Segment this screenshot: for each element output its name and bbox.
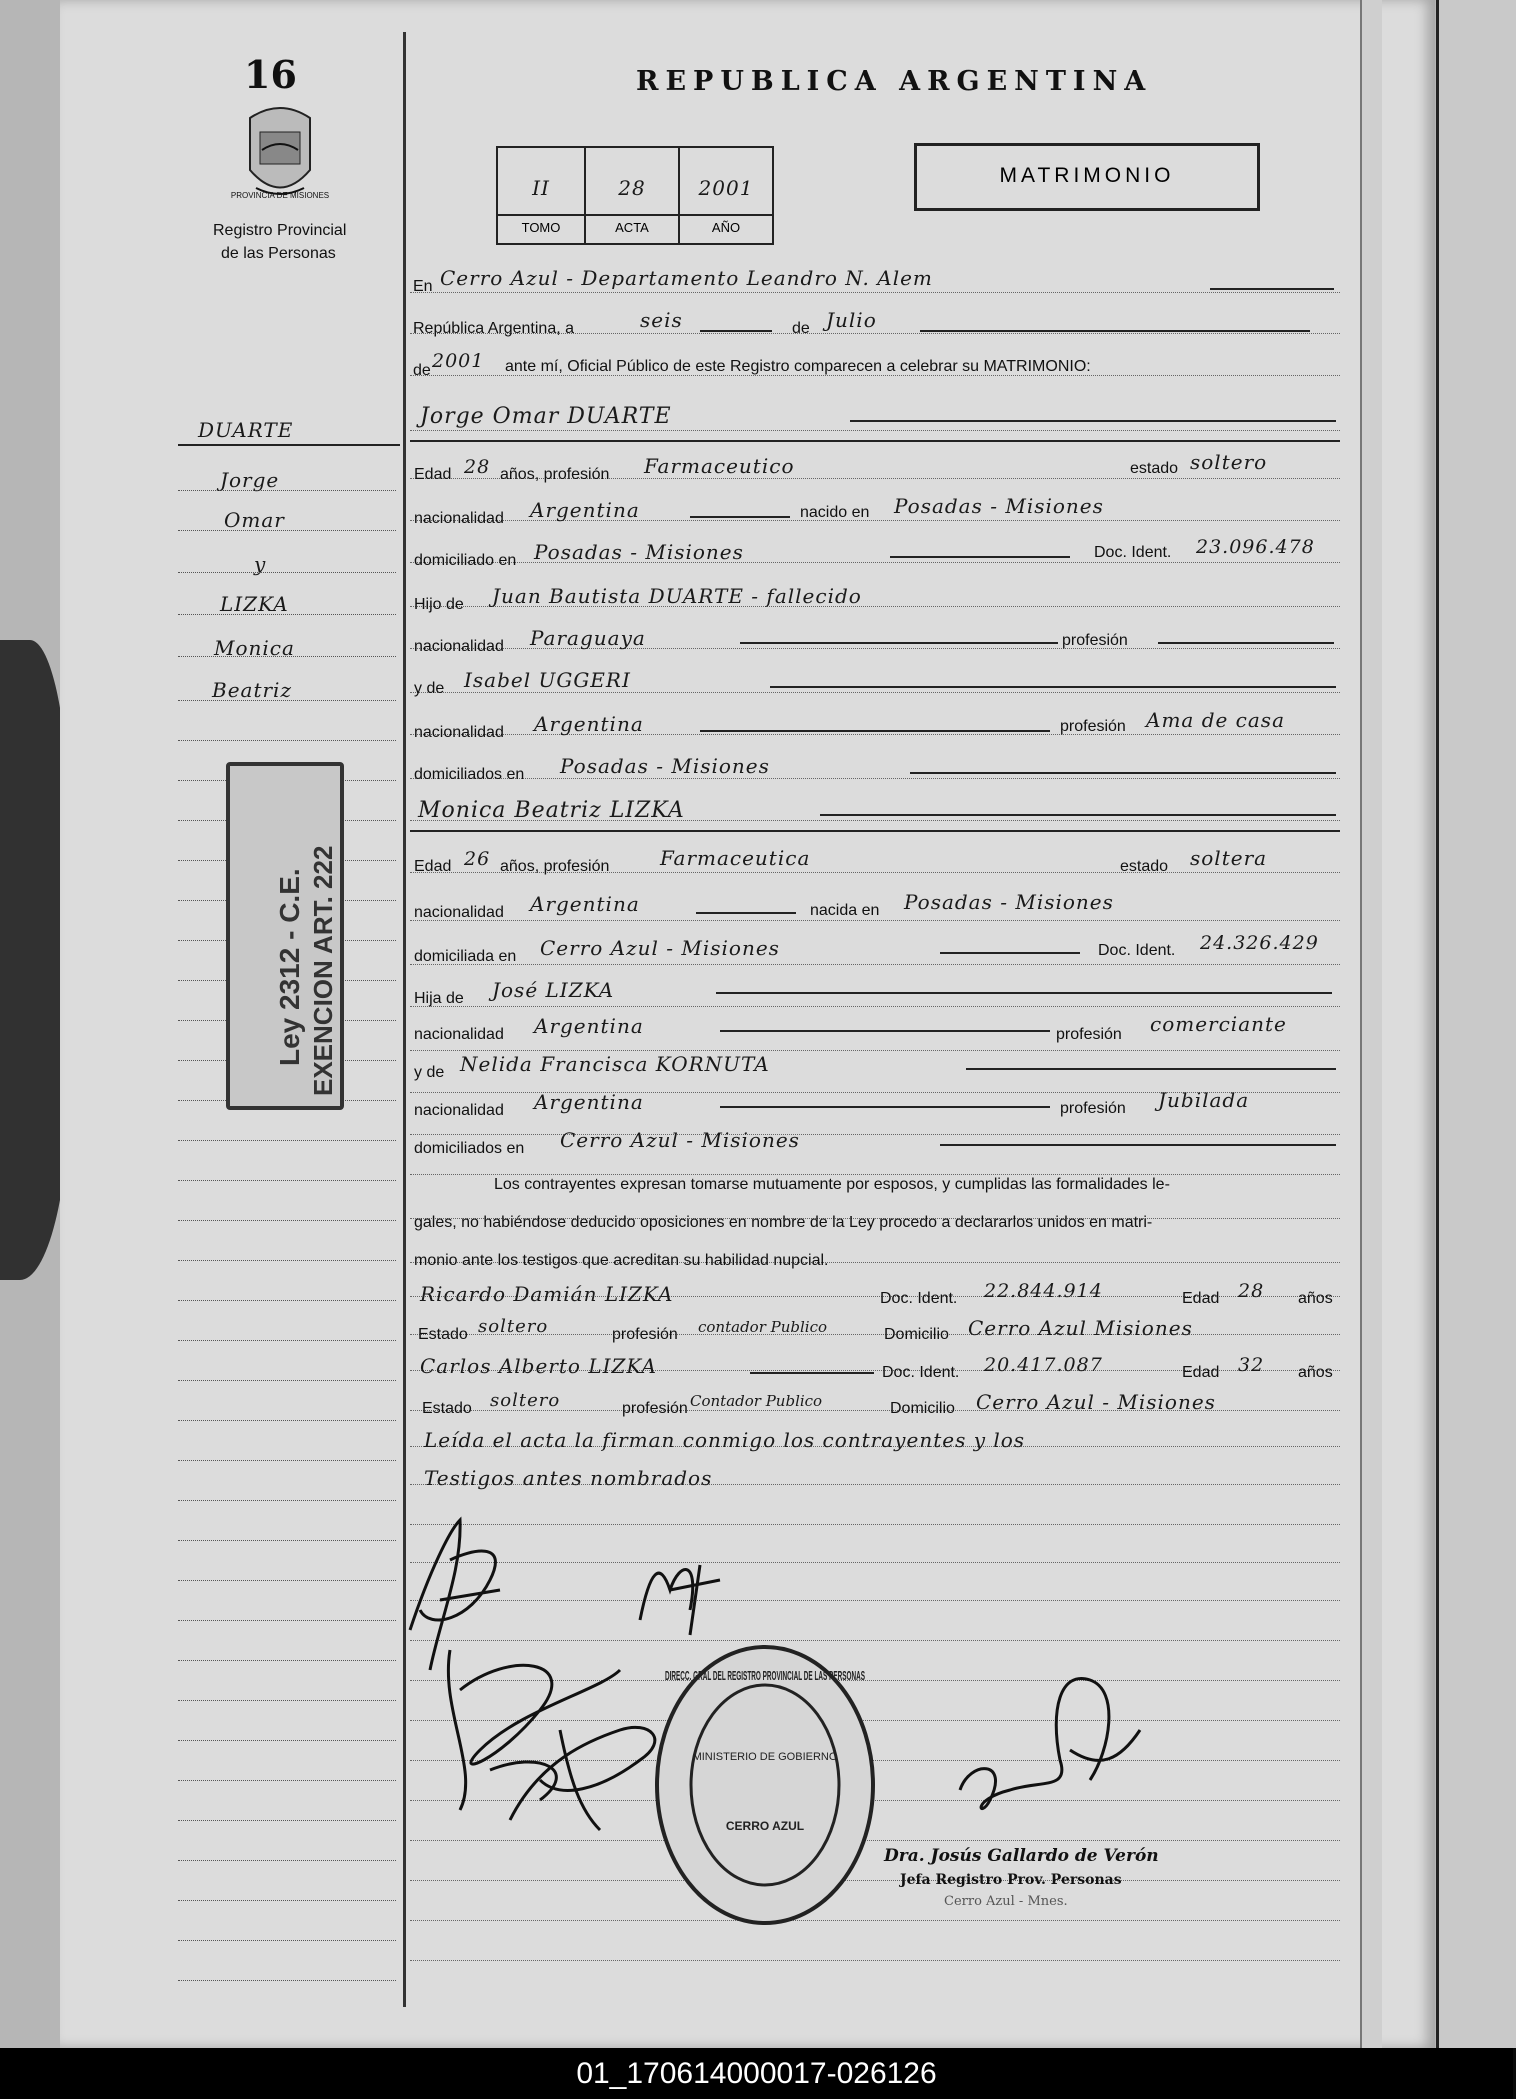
witness1-edad-label: Edad xyxy=(1182,1290,1220,1307)
witness2-anos-label: años xyxy=(1298,1364,1333,1381)
groom-father-nac: Paraguaya xyxy=(530,626,646,650)
groom-dom-label: domiciliado en xyxy=(414,552,517,569)
month-value: Julio xyxy=(826,308,877,332)
republic-label: República Argentina, a xyxy=(413,320,574,337)
closing-line-1: Leída el acta la firman conmigo los contrayentes y los xyxy=(424,1428,1026,1452)
groom-father: Juan Bautista DUARTE - fallecido xyxy=(492,584,862,608)
witness1-anos-label: años xyxy=(1298,1290,1333,1307)
bride-profesion: Farmaceutica xyxy=(660,846,811,870)
witness1-domicilio: Cerro Azul Misiones xyxy=(968,1316,1193,1340)
witness1-dom-label: Domicilio xyxy=(884,1326,949,1343)
bride-mother-prof-label: profesión xyxy=(1060,1100,1126,1117)
groom-parents-dom: Posadas - Misiones xyxy=(560,754,770,778)
bride-mother-nac-label: nacionalidad xyxy=(414,1102,504,1119)
witness2-estado-label: Estado xyxy=(422,1400,472,1417)
tomo-label: TOMO xyxy=(521,220,561,235)
officer-location: Cerro Azul - Mnes. xyxy=(944,1894,1068,1909)
bride-parents-dom-label: domiciliados en xyxy=(414,1140,525,1157)
bride-father-prof-label: profesión xyxy=(1056,1026,1122,1043)
groom-mother-prof-label: profesión xyxy=(1060,718,1126,735)
witness2-edad-label: Edad xyxy=(1182,1364,1220,1381)
witness2-doc: 20.417.087 xyxy=(984,1354,1103,1376)
section-divider-1 xyxy=(410,440,1340,442)
bride-nacida-en: Posadas - Misiones xyxy=(904,890,1114,914)
seal-lettering: PROVINCIA DE MISIONES xyxy=(230,191,330,200)
signature-officer xyxy=(950,1650,1150,1830)
tomo-value: II xyxy=(532,176,550,200)
exemption-stamp xyxy=(226,762,344,1110)
stamp-line-1: Ley 2312 - C.E. xyxy=(274,868,305,1066)
margin-surname-groom: DUARTE xyxy=(198,418,294,442)
bride-mother-nac: Argentina xyxy=(534,1090,644,1114)
witness2-name: Carlos Alberto LIZKA xyxy=(420,1354,657,1378)
ano-value: 2001 xyxy=(698,176,754,200)
groom-name: Jorge Omar DUARTE xyxy=(420,404,672,429)
closing-line-2: Testigos antes nombrados xyxy=(424,1466,713,1490)
groom-edad-label: Edad xyxy=(414,466,452,483)
witness1-estado-label: Estado xyxy=(418,1326,468,1343)
witness2-dom-label: Domicilio xyxy=(890,1400,955,1417)
witness2-doc-label: Doc. Ident. xyxy=(882,1364,960,1381)
groom-nac-label: nacionalidad xyxy=(414,510,504,527)
margin-rule-top xyxy=(178,444,400,446)
bride-name: Monica Beatriz LIZKA xyxy=(418,798,685,823)
margin-name-2: Omar xyxy=(224,508,285,532)
bride-domicilio: Cerro Azul - Misiones xyxy=(540,936,780,960)
acta-value: 28 xyxy=(618,176,646,200)
groom-nacido-en: Posadas - Misiones xyxy=(894,494,1104,518)
bride-edad: 26 xyxy=(464,848,491,870)
groom-estado-label: estado xyxy=(1130,460,1179,477)
groom-nacido-label: nacido en xyxy=(800,504,870,521)
scan-id-footer: 01_170614000017-026126 xyxy=(0,2048,1513,2099)
groom-father-nac-label: nacionalidad xyxy=(414,638,504,655)
groom-parents-dom-label: domiciliados en xyxy=(414,766,525,783)
groom-edad: 28 xyxy=(464,456,491,478)
bride-doc-label: Doc. Ident. xyxy=(1098,942,1176,959)
bride-nac-label: nacionalidad xyxy=(414,904,504,921)
witness1-estado: soltero xyxy=(478,1316,549,1337)
bride-dom-label: domiciliada en xyxy=(414,948,517,965)
doc-type-box xyxy=(914,143,1260,211)
witness1-name: Ricardo Damián LIZKA xyxy=(420,1282,674,1306)
officer-name: Dra. Josús Gallardo de Verón xyxy=(884,1846,1159,1866)
bride-prof-label: años, profesión xyxy=(500,858,610,875)
groom-nacionalidad: Argentina xyxy=(530,498,640,522)
registry-line-2: de las Personas xyxy=(221,245,336,262)
groom-mother-nac-label: nacionalidad xyxy=(414,724,504,741)
bride-nacida-label: nacida en xyxy=(810,902,880,919)
page-number: 16 xyxy=(244,52,297,97)
bride-father-nac-label: nacionalidad xyxy=(414,1026,504,1043)
seal-inner-text: MINISTERIO DE GOBIERNO xyxy=(692,1751,838,1763)
groom-profesion: Farmaceutico xyxy=(644,454,795,478)
groom-father-prof-label: profesión xyxy=(1062,632,1128,649)
bride-estado: soltera xyxy=(1190,846,1268,870)
groom-mother-prof: Ama de casa xyxy=(1146,708,1285,732)
bride-edad-label: Edad xyxy=(414,858,452,875)
witness2-prof-label: profesión xyxy=(622,1400,688,1417)
groom-prof-label: años, profesión xyxy=(500,466,610,483)
margin-connector: y xyxy=(254,552,267,576)
groom-hijo-label: Hijo de xyxy=(414,596,464,613)
official-registry-seal xyxy=(650,1640,880,1930)
signature-witness-1 xyxy=(630,1550,730,1640)
bride-father-nac: Argentina xyxy=(534,1014,644,1038)
day-value: seis xyxy=(640,308,683,332)
bride-mother-prof: Jubilada xyxy=(1158,1088,1250,1112)
groom-doc-label: Doc. Ident. xyxy=(1094,544,1172,561)
declaration-line-2: gales, no habiéndose deducido oposiciones en nombre de la Ley procedo a declararlos unidos en matri- xyxy=(414,1214,1153,1231)
witness1-edad: 28 xyxy=(1238,1280,1265,1302)
place-value: Cerro Azul - Departamento Leandro N. Alem xyxy=(440,266,933,290)
declaration-line-3: monio ante los testigos que acreditan su habilidad nupcial. xyxy=(414,1252,829,1269)
witness2-estado: soltero xyxy=(490,1390,561,1411)
bride-parents-dom: Cerro Azul - Misiones xyxy=(560,1128,800,1152)
witness2-domicilio: Cerro Azul - Misiones xyxy=(976,1390,1216,1414)
next-page-strip xyxy=(1436,0,1516,2048)
margin-divider xyxy=(403,32,406,2007)
en-label: En xyxy=(413,278,433,295)
seal-ring-text: DIRECC. GRAL DEL REGISTRO PROVINCIAL DE LAS PERSONAS xyxy=(665,1668,866,1683)
bride-nacionalidad: Argentina xyxy=(530,892,640,916)
groom-estado: soltero xyxy=(1190,450,1268,474)
witness2-edad: 32 xyxy=(1238,1354,1265,1376)
declaration-line-1: Los contrayentes expresan tomarse mutuamente por esposos, y cumplidas las formalidades le- xyxy=(494,1176,1170,1193)
officer-title: Jefa Registro Prov. Personas xyxy=(900,1872,1122,1888)
country-title: REPUBLICA ARGENTINA xyxy=(636,66,1153,97)
stamp-line-2: EXENCION ART. 222 xyxy=(308,845,338,1096)
doc-type-label: MATRIMONIO xyxy=(999,164,1175,187)
bride-yde-label: y de xyxy=(414,1064,445,1081)
bride-doc: 24.326.429 xyxy=(1200,932,1319,954)
registry-line-1: Registro Provincial xyxy=(213,222,347,239)
margin-name-4: Beatriz xyxy=(212,678,292,702)
seal-center-text: CERRO AZUL xyxy=(725,1819,805,1833)
appear-text: ante mí, Oficial Público de este Registro comparecen a celebrar su MATRIMONIO: xyxy=(505,358,1091,375)
bride-father: José LIZKA xyxy=(492,978,615,1002)
bride-estado-label: estado xyxy=(1120,858,1169,875)
ano-label: AÑO xyxy=(711,220,741,235)
groom-mother-nac: Argentina xyxy=(534,712,644,736)
book-reference-table xyxy=(496,146,774,245)
bride-father-prof: comerciante xyxy=(1150,1012,1287,1036)
witness1-doc-label: Doc. Ident. xyxy=(880,1290,958,1307)
acta-label: ACTA xyxy=(615,220,649,235)
groom-mother: Isabel UGGERI xyxy=(464,668,631,692)
groom-domicilio: Posadas - Misiones xyxy=(534,540,744,564)
groom-yde-label: y de xyxy=(414,680,445,697)
section-divider-2 xyxy=(410,830,1340,832)
witness1-doc: 22.844.914 xyxy=(984,1280,1103,1302)
margin-name-3: Monica xyxy=(214,636,295,660)
witness1-prof-label: profesión xyxy=(612,1326,678,1343)
year-prefix: de xyxy=(413,362,431,379)
margin-surname-bride: LIZKA xyxy=(220,592,289,616)
page-edge xyxy=(1360,0,1382,2048)
margin-name-1: Jorge xyxy=(220,468,280,492)
province-seal-icon xyxy=(230,100,330,210)
groom-doc: 23.096.478 xyxy=(1196,536,1315,558)
year-value: 2001 xyxy=(432,350,485,372)
witness2-profesion: Contador Publico xyxy=(690,1392,823,1410)
bride-hija-label: Hija de xyxy=(414,990,464,1007)
bride-mother: Nelida Francisca KORNUTA xyxy=(460,1052,770,1076)
de-label: de xyxy=(792,320,810,337)
witness1-profesion: contador Publico xyxy=(698,1318,828,1336)
